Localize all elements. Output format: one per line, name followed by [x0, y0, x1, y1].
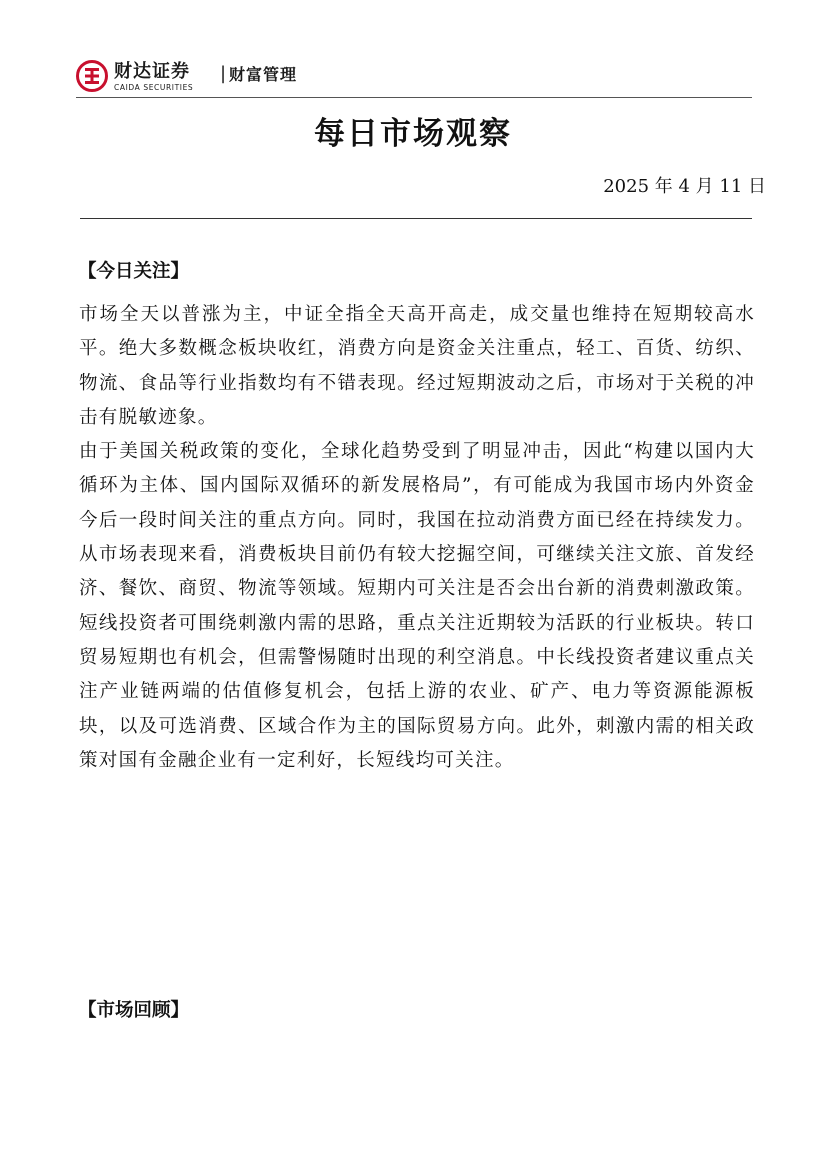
- header-divider: [76, 97, 752, 98]
- brand-name-en: CAIDA SECURITIES: [114, 83, 194, 92]
- brand-separator: |: [220, 63, 227, 84]
- paragraph: 市场全天以普涨为主，中证全指全天高开高走，成交量也维持在短期较高水平。绝大多数概念板块收红，消费方向是资金关注重点，轻工、百货、纺织、物流、食品等行业指数均有不错表现。经过短期波动之后，市场对于关税的冲击有脱敏迹象。: [79, 304, 755, 428]
- page-title: 每日市场观察: [314, 116, 512, 152]
- section-heading-market-review: 【市场回顾】: [78, 1000, 190, 1021]
- page-header: [76, 58, 752, 94]
- title-divider: [80, 218, 752, 219]
- report-date: 2025 年 4 月 11 日: [603, 176, 766, 197]
- paragraph: 由于美国关税政策的变化，全球化趋势受到了明显冲击，因此“构建以国内大循环为主体、国内国际双循环的新发展格局”，有可能成为我国市场内外资金今后一段时间关注的重点方向。同时，我国在拉动消费方面已经在持续发力。从市场表现来看，消费板块目前仍有较大挖掘空间，可继续关注文旅、首发经济、餐饮、商贸、物流等领域。短期内可关注是否会出台新的消费刺激政策。短线投资者可围绕刺激内需的思路，重点关注近期较为活跃的行业板块。转口贸易短期也有机会，但需警惕随时出现的利空消息。中长线投资者建议重点关注产业链两端的估值修复机会，包括上游的农业、矿产、电力等资源能源板块，以及可选消费、区域合作为主的国际贸易方向。此外，刺激内需的相关政策对国有金融企业有一定利好，长短线均可关注。: [79, 441, 755, 771]
- caida-logo-icon: [76, 60, 108, 92]
- brand-subtitle: 财富管理: [229, 65, 298, 84]
- section-heading-today-focus: 【今日关注】: [78, 261, 190, 282]
- brand-name-cn: 财达证券: [114, 61, 190, 82]
- section-body-today-focus: [79, 298, 755, 778]
